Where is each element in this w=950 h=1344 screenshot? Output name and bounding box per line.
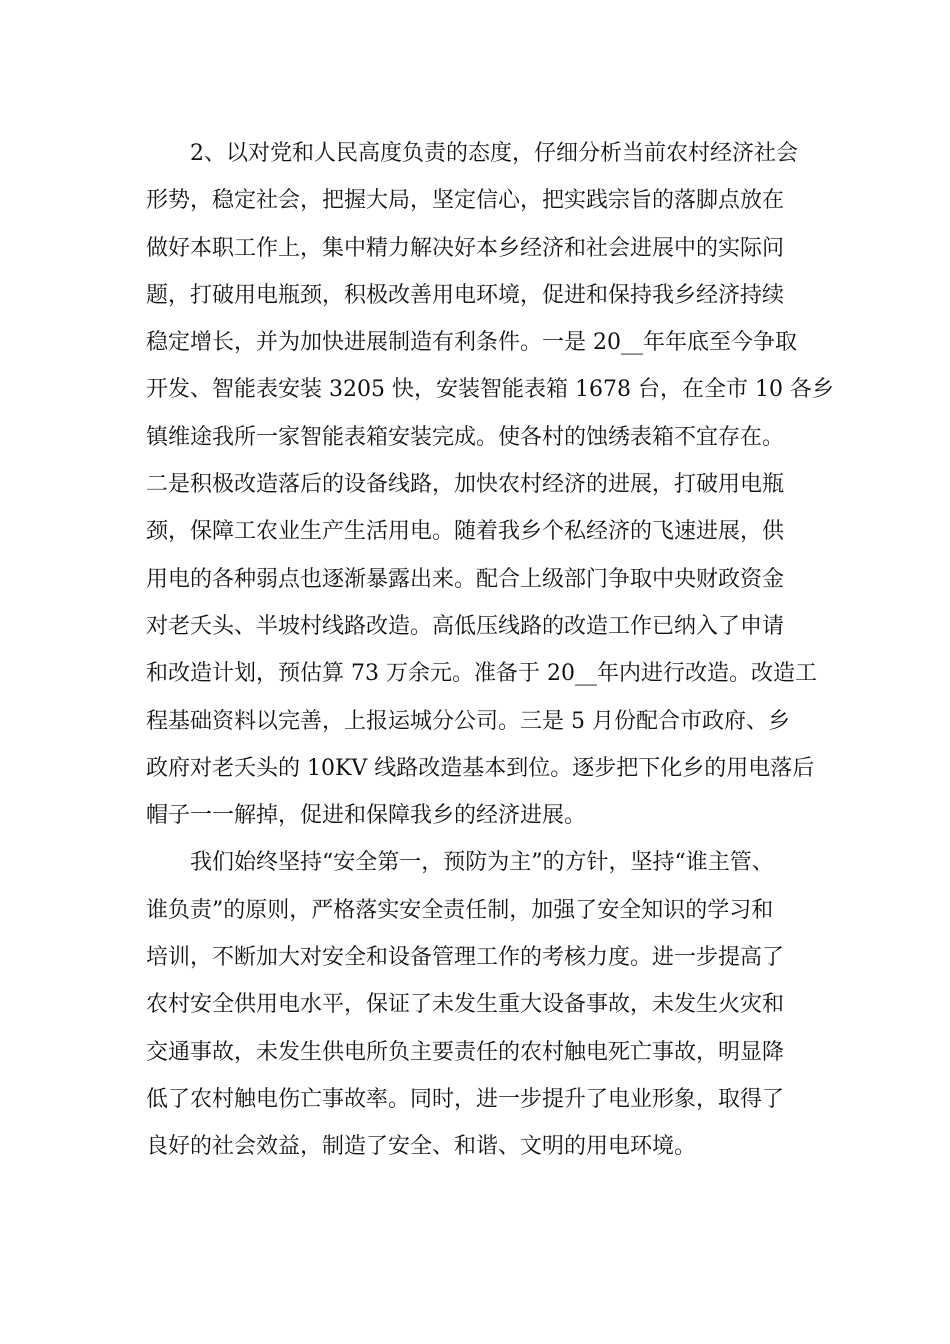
text-line: 对老夭头、半坡村线路改造。高低压线路的改造工作已纳入了申请: [146, 613, 785, 639]
paragraph-2: [146, 839, 808, 1170]
text-line: 颈，保障工农业生产生活用电。随着我乡个私经济的飞速进展，供: [146, 519, 785, 545]
text-line: 题，打破用电瓶颈，积极改善用电环境，促进和保持我乡经济持续: [146, 282, 785, 308]
text-line: 农村安全供用电水平，保证了未发生重大设备事故，未发生火灾和: [146, 992, 785, 1018]
text-line: 稳定增长，并为加快进展制造有利条件。一是 20__年年底至今争取: [146, 330, 797, 356]
text-line: 镇维途我所一家智能表箱安装完成。使各村的蚀绣表箱不宜存在。: [146, 424, 785, 450]
text-line: 低了农村触电伤亡事故率。同时，进一步提升了电业形象，取得了: [146, 1086, 785, 1112]
text-line: 用电的各种弱点也逐渐暴露出来。配合上级部门争取中央财政资金: [146, 566, 785, 592]
text-line: 政府对老夭头的 10KV 线路改造基本到位。逐步把下化乡的用电落后: [146, 755, 815, 781]
document-body: [146, 130, 834, 1171]
text-line: 谁负责”的原则，严格落实安全责任制，加强了安全知识的学习和: [146, 897, 774, 923]
text-line: 开发、智能表安装 3205 快，安装智能表箱 1678 台，在全市 10 各乡: [146, 377, 834, 403]
text-line: 良好的社会效益，制造了安全、和谐、文明的用电环境。: [146, 1134, 697, 1160]
text-line: 2、以对党和人民高度负责的态度，仔细分析当前农村经济社会: [190, 141, 798, 166]
text-line: 形势，稳定社会，把握大局，坚定信心，把实践宗旨的落脚点放在: [146, 188, 785, 214]
text-line: 和改造计划，预估算 73 万余元。准备于 20__年内进行改造。改造工: [146, 661, 817, 687]
text-line: 帽子一一解掉，促进和保障我乡的经济进展。: [146, 803, 587, 829]
text-line: 二是积极改造落后的设备线路，加快农村经济的进展，打破用电瓶: [146, 472, 785, 498]
text-line: 我们始终坚持“安全第一，预防为主”的方针，坚持“谁主管、: [190, 850, 774, 876]
text-line: 程基础资料以完善，上报运城分公司。三是 5 月份配合市政府、乡: [146, 708, 790, 734]
text-line: 培训，不断加大对安全和设备管理工作的考核力度。进一步提高了: [146, 945, 785, 971]
text-line: 交通事故，未发生供电所负主要责任的农村触电死亡事故，明显降: [146, 1039, 785, 1065]
text-line: 做好本职工作上，集中精力解决好本乡经济和社会进展中的实际问: [146, 235, 785, 261]
paragraph-1: [146, 130, 834, 839]
